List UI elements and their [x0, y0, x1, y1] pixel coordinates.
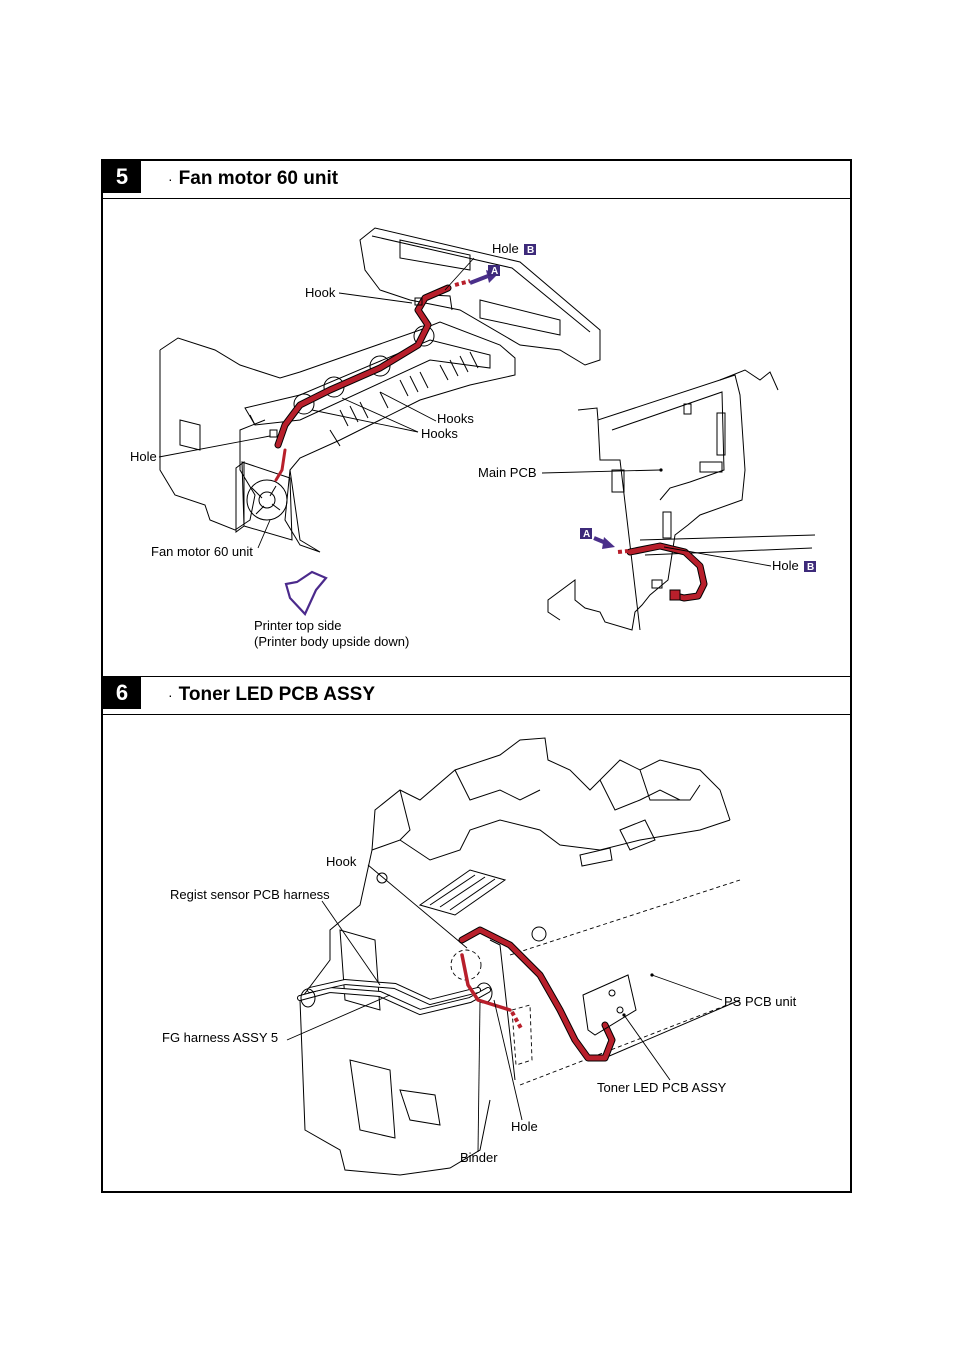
step-number: 6 — [115, 680, 129, 705]
label-hole: Hole — [511, 1119, 538, 1134]
label-hook: Hook — [326, 854, 357, 869]
tag-b: B — [807, 562, 815, 573]
label-hook: Hook — [305, 285, 336, 300]
label-fan-motor: Fan motor 60 unit — [151, 544, 253, 559]
step-title-text: Fan motor 60 unit — [178, 168, 339, 189]
arrow-head-icon — [602, 537, 615, 549]
label-ps-pcb-unit: PS PCB unit — [724, 994, 797, 1009]
main-pcb-illustration — [548, 370, 815, 630]
label-toner-led-pcb: Toner LED PCB ASSY — [597, 1080, 727, 1095]
label-hole: Hole — [130, 449, 157, 464]
harness-outline — [278, 288, 448, 445]
label-hooks: Hooks — [437, 411, 474, 426]
step-number: 5 — [115, 164, 129, 189]
label-printer-upside-down: (Printer body upside down) — [254, 634, 410, 649]
toner-led-pcb-shape — [583, 975, 636, 1035]
bullet-dot: · — [168, 687, 173, 703]
label-hooks: Hooks — [421, 426, 458, 441]
down-arrow-icon — [286, 572, 326, 614]
label-hole-b: Hole — [772, 558, 799, 573]
tag-a: A — [583, 529, 591, 540]
tag-b: B — [527, 245, 535, 256]
label-main-pcb: Main PCB — [478, 465, 537, 480]
label-fg-harness: FG harness ASSY 5 — [162, 1030, 279, 1045]
step-title-text: Toner LED PCB ASSY — [178, 684, 376, 705]
pull-arrow — [470, 276, 488, 283]
label-binder: Binder — [460, 1150, 498, 1165]
fan-motor-shape — [236, 462, 292, 540]
label-regist-sensor-harness: Regist sensor PCB harness — [170, 887, 330, 902]
label-printer-top-side: Printer top side — [254, 618, 342, 633]
bullet-dot: · — [168, 171, 173, 187]
label-hole-b: Hole — [492, 241, 519, 256]
tag-a: A — [491, 266, 499, 277]
